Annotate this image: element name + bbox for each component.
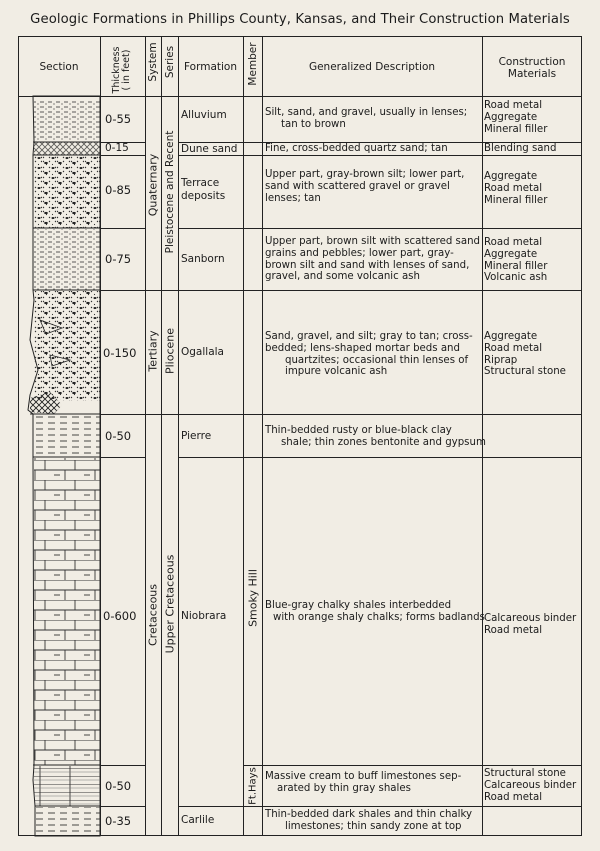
fort-hays-pattern (34, 766, 100, 806)
description-alluvium: Silt, sand, and gravel, usually in lenses; tan to brown (265, 107, 468, 130)
description-ogallala: Sand, gravel, and silt; gray to tan; cross- bedded; lens-shaped mortar beds and quartzites; occasional thin lenses of impure volcanic ash (265, 331, 473, 378)
thickness-ogallala: 0-150 (103, 346, 137, 360)
alluvium-pattern (34, 100, 100, 140)
materials-dune-sand: Blending sand (484, 143, 557, 154)
materials-alluvium: Road metal Aggregate Mineral filler (484, 100, 548, 135)
formation-ogallala: Ogallala (181, 346, 224, 358)
system-cretaceous: Cretaceous (146, 583, 160, 647)
system-tertiary: Tertiary (146, 330, 160, 372)
header-materials: Construction Materials (498, 56, 566, 80)
pierre-pattern (34, 415, 100, 457)
thickness-terrace: 0-85 (105, 183, 132, 197)
header-member: Member (247, 42, 259, 86)
sanborn-pattern (34, 229, 100, 290)
formation-pierre: Pierre (181, 430, 212, 442)
carlile-pattern (36, 807, 100, 835)
member-ft-hays: Ft.Hays (247, 767, 259, 805)
header-description: Generalized Description (308, 61, 436, 73)
description-terrace: Upper part, gray-brown silt; lower part, sand with scattered gravel or gravel lenses; tan (265, 169, 465, 204)
thickness-alluvium: 0-55 (105, 112, 132, 126)
header-section: Section (39, 61, 79, 73)
series-upper-cretaceous: Upper Cretaceous (163, 554, 177, 654)
system-quaternary: Quaternary (146, 153, 160, 217)
formation-alluvium: Alluvium (181, 109, 227, 121)
formation-carlile: Carlile (181, 814, 215, 826)
thickness-pierre: 0-50 (105, 429, 132, 443)
description-niobrara: Blue-gray chalky shales interbedded with orange shaly chalks; forms badlands (265, 600, 485, 623)
series-pliocene: Pliocene (163, 327, 177, 375)
formation-terrace: Terrace deposits (181, 177, 226, 202)
materials-niobrara: Calcareous binder Road metal (484, 613, 577, 636)
thickness-dune-sand: 0-15 (105, 142, 129, 154)
thickness-niobrara: 0-600 (103, 609, 137, 623)
thickness-carlile: 0-35 (105, 814, 132, 828)
formation-niobrara: Niobrara (181, 610, 227, 622)
header-formation: Formation (184, 61, 237, 73)
description-fort-hays: Massive cream to buff limestones sep- arated by thin gray shales (265, 771, 462, 794)
series-pleistocene-recent: Pleistocene and Recent (164, 130, 176, 254)
thickness-sanborn: 0-75 (105, 252, 132, 266)
materials-ogallala: Aggregate Road metal Riprap Structural stone (484, 331, 566, 378)
thickness-fort-hays: 0-50 (105, 779, 132, 793)
niobrara-pattern (34, 458, 100, 765)
dune-sand-pattern (34, 142, 100, 155)
member-smoky-hill: Smoky Hill (246, 569, 260, 627)
page-title: Geologic Formations in Phillips County, Kansas, and Their Construction Materials (30, 12, 570, 27)
materials-terrace: Aggregate Road metal Mineral filler (484, 171, 548, 206)
header-series: Series (164, 45, 176, 79)
materials-sanborn: Road metal Aggregate Mineral filler Volcanic ash (484, 237, 548, 284)
terrace-pattern (34, 156, 100, 228)
description-carlile: Thin-bedded dark shales and thin chalky limestones; thin sandy zone at top (265, 809, 473, 832)
ogallala-pattern (34, 291, 100, 401)
materials-fort-hays: Structural stone Calcareous binder Road metal (484, 768, 577, 803)
formation-sanborn: Sanborn (181, 253, 225, 265)
description-dune-sand: Fine, cross-bedded quartz sand; tan (265, 143, 448, 154)
formation-dune-sand: Dune sand (181, 143, 238, 155)
header-system: System (147, 42, 159, 82)
description-sanborn: Upper part, brown silt with scattered sand grains and pebbles; lower part, gray- brown silt and sand with lenses of sand, gravel, and some volcanic ash (265, 236, 481, 283)
description-pierre: Thin-bedded rusty or blue-black clay shale; thin zones bentonite and gypsum (265, 425, 486, 448)
